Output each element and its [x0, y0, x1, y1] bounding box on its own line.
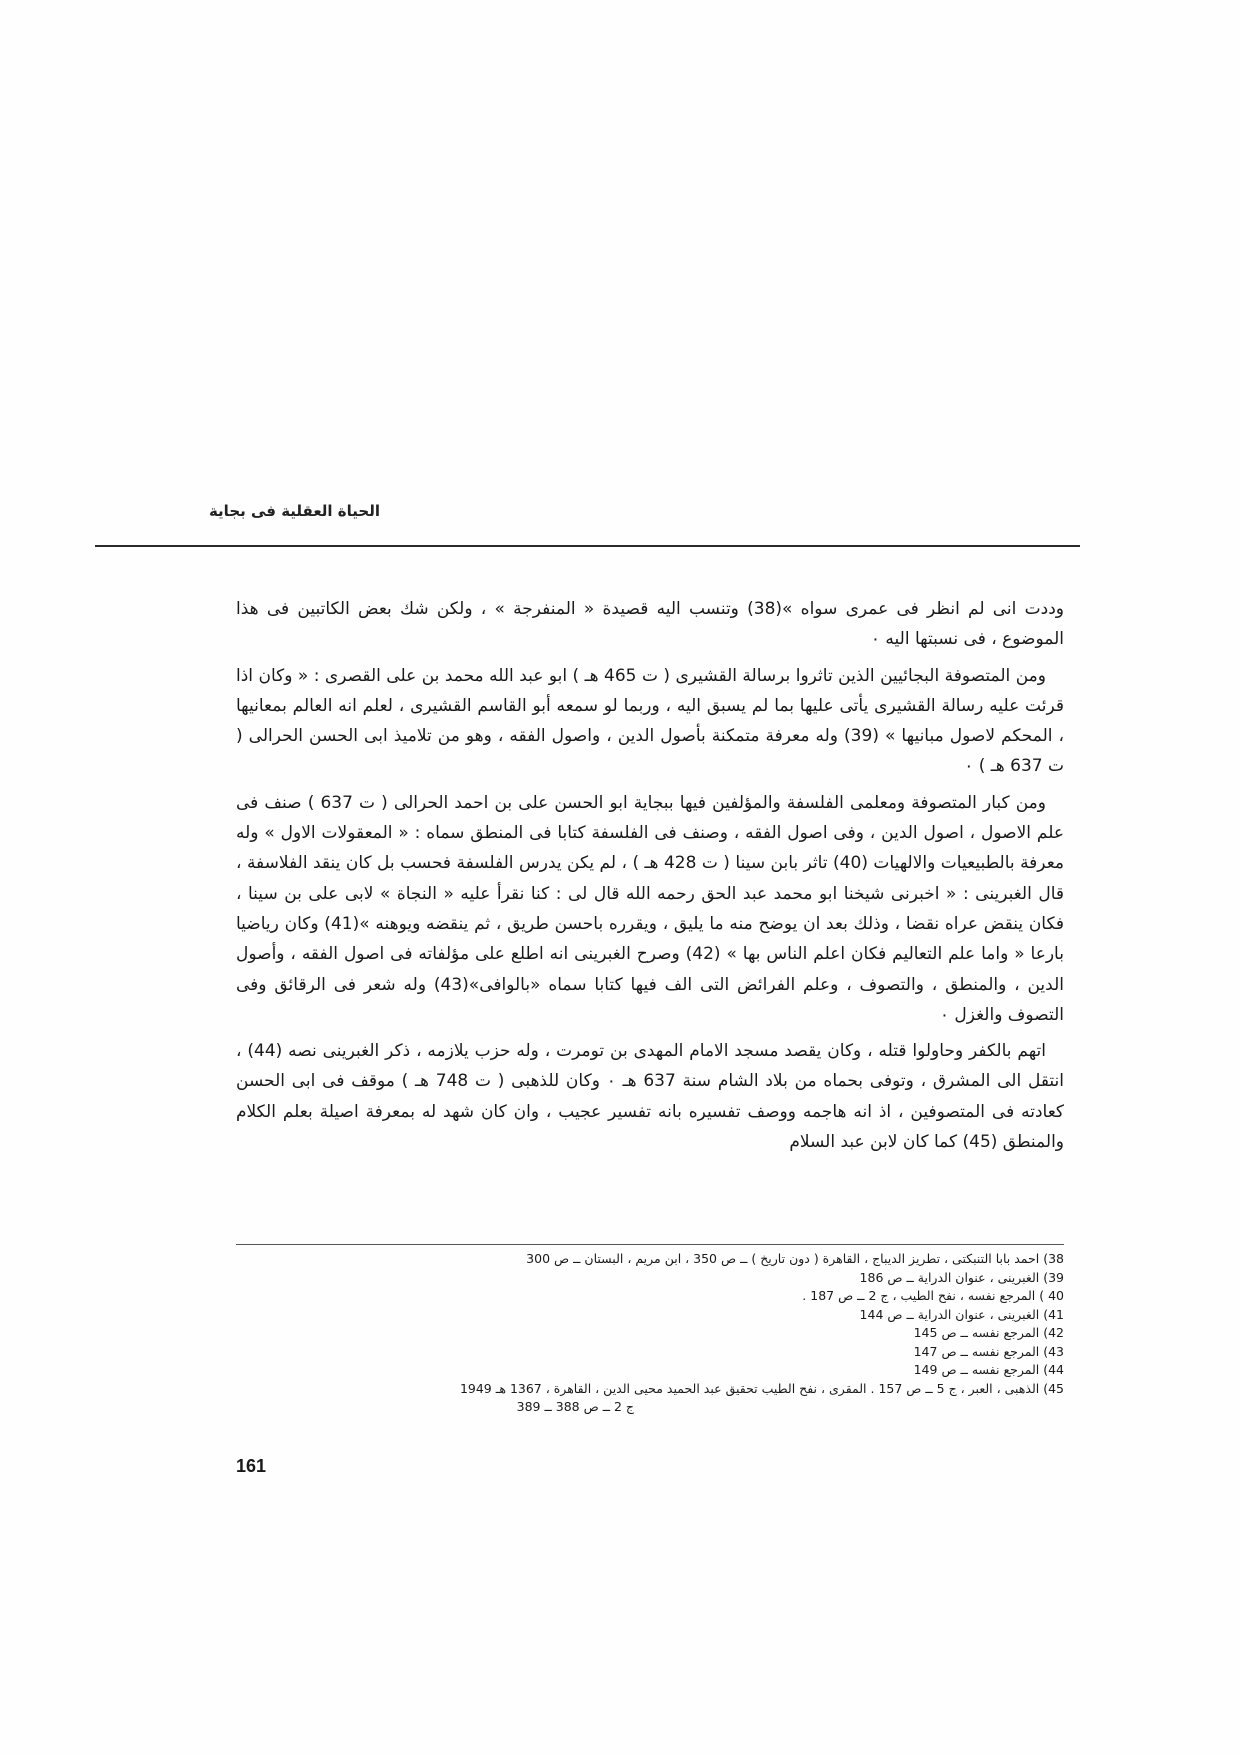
footnote-45: 45) الذهبى ، العبر ، ج 5 ــ ص 157 . المقرى ، نفح الطيب تحقيق عبد الحميد محيى الدين ، القاهرة ، 1367 هـ 1949	[459, 1380, 1064, 1396]
body-text	[236, 594, 1064, 1163]
footnote-45-continued: ج 2 ــ ص 388 ــ 389	[516, 1399, 634, 1414]
paragraph-1: وددت انى لم انظر فى عمرى سواه »(38) وتنسب اليه قصيدة « المنفرجة » ، ولكن شك بعض الكاتبين فى هذا الموضوع ، فى نسبتها اليه ٠	[236, 599, 1064, 650]
paragraph-4: اتهم بالكفر وحاولوا قتله ، وكان يقصد مسجد الامام المهدى بن تومرت ، وله حزب يلازمه ، ذكر الغبرينى نصه (44) ، انتقل الى المشرق ، وتوفى بحماه من بلاد الشام سنة 637 هـ ٠ وكان للذهبى ( ت 748 هـ ) موقف فى ابى الحسن كعادته فى المتصوفين ، اذ انه هاجمه ووصف تفسيره بانه تفسير عجيب ، وان كان شهد له بمعرفة اصيلة بعلم الكلام والمنطق (45) كما كان لابن عبد السلام	[236, 1041, 1065, 1153]
footnote-44: 44) المرجع نفسه ــ ص 149	[913, 1362, 1064, 1377]
page-number: 161	[236, 1456, 267, 1476]
footnote-40: 40 ) المرجع نفسه ، نفح الطيب ، ج 2 ــ ص 187 .	[802, 1288, 1064, 1303]
footnotes	[236, 1250, 1064, 1417]
paragraph-3: ومن كبار المتصوفة ومعلمى الفلسفة والمؤلفين فيها ببجاية ابو الحسن على بن احمد الحرالى ( ت 637 ) صنف فى علم الاصول ، اصول الدين ، وفى اصول الفقه ، وصنف فى الفلسفة كتابا فى المنطق سماه : « المعقولات الاول » وله معرفة بالطبيعيات والالهيات (40) تاثر بابن سينا ( ت 428 هـ ) ، لم يكن يدرس الفلسفة فحسب بل كان ينقد الفلاسفة ، قال الغبرينى : « اخبرنى شيخنا ابو محمد عبد الحق رحمه الله قال لى : كنا نقرأ عليه « النجاة » لابى على بن سينا ، فكان ينقض عراه نقضا ، وذلك بعد ان يوضح منه ما يليق ، ويقرره باحسن طريق ، ثم ينقضه ويوهنه »(41) وكان رياضيا بارعا « واما علم التعاليم فكان اعلم الناس بها » (42) وصرح الغبرينى انه اطلع على مؤلفاته فى اصول الفقه ، وأصول الدين ، والمنطق ، والتصوف ، وعلم الفرائض التى الف فيها كتابا سماه «بالوافى»(43) وله شعر فى الرقائق وفى التصوف والغزل ٠	[236, 792, 1064, 1025]
footnote-38: 38) احمد بابا التنبكتى ، تطريز الديباج ، القاهرة ( دون تاريخ ) ــ ص 350 ، ابن مريم ، البستان ــ ص 300	[526, 1251, 1064, 1266]
running-head: الحياة العقلية فى بجاية	[208, 502, 380, 520]
header-rule	[95, 545, 1080, 547]
footnote-separator	[236, 1244, 1064, 1245]
footnote-39: 39) الغبرينى ، عنوان الدراية ــ ص 186	[859, 1269, 1064, 1285]
footnote-43: 43) المرجع نفسه ــ ص 147	[913, 1343, 1064, 1359]
paragraph-2: ومن المتصوفة البجائيين الذين تاثروا برسالة القشيرى ( ت 465 هـ ) ابو عبد الله محمد بن على القصرى : « وكان اذا قرئت عليه رسالة القشيرى يأتى عليها بما لم يسبق اليه ، وربما لو سمعه أبو القاسم القشيرى ، لعلم انه العالم بمعانيها ، المحكم لاصول مبانيها » (39) وله معرفة متمكنة بأصول الدين ، واصول الفقه ، وهو من تلاميذ ابى الحسن الحرالى ( ت 637 هـ ) ٠	[236, 665, 1064, 777]
footnote-42: 42) المرجع نفسه ــ ص 145	[913, 1325, 1064, 1340]
footnote-41: 41) الغبرينى ، عنوان الدراية ــ ص 144	[859, 1306, 1064, 1322]
